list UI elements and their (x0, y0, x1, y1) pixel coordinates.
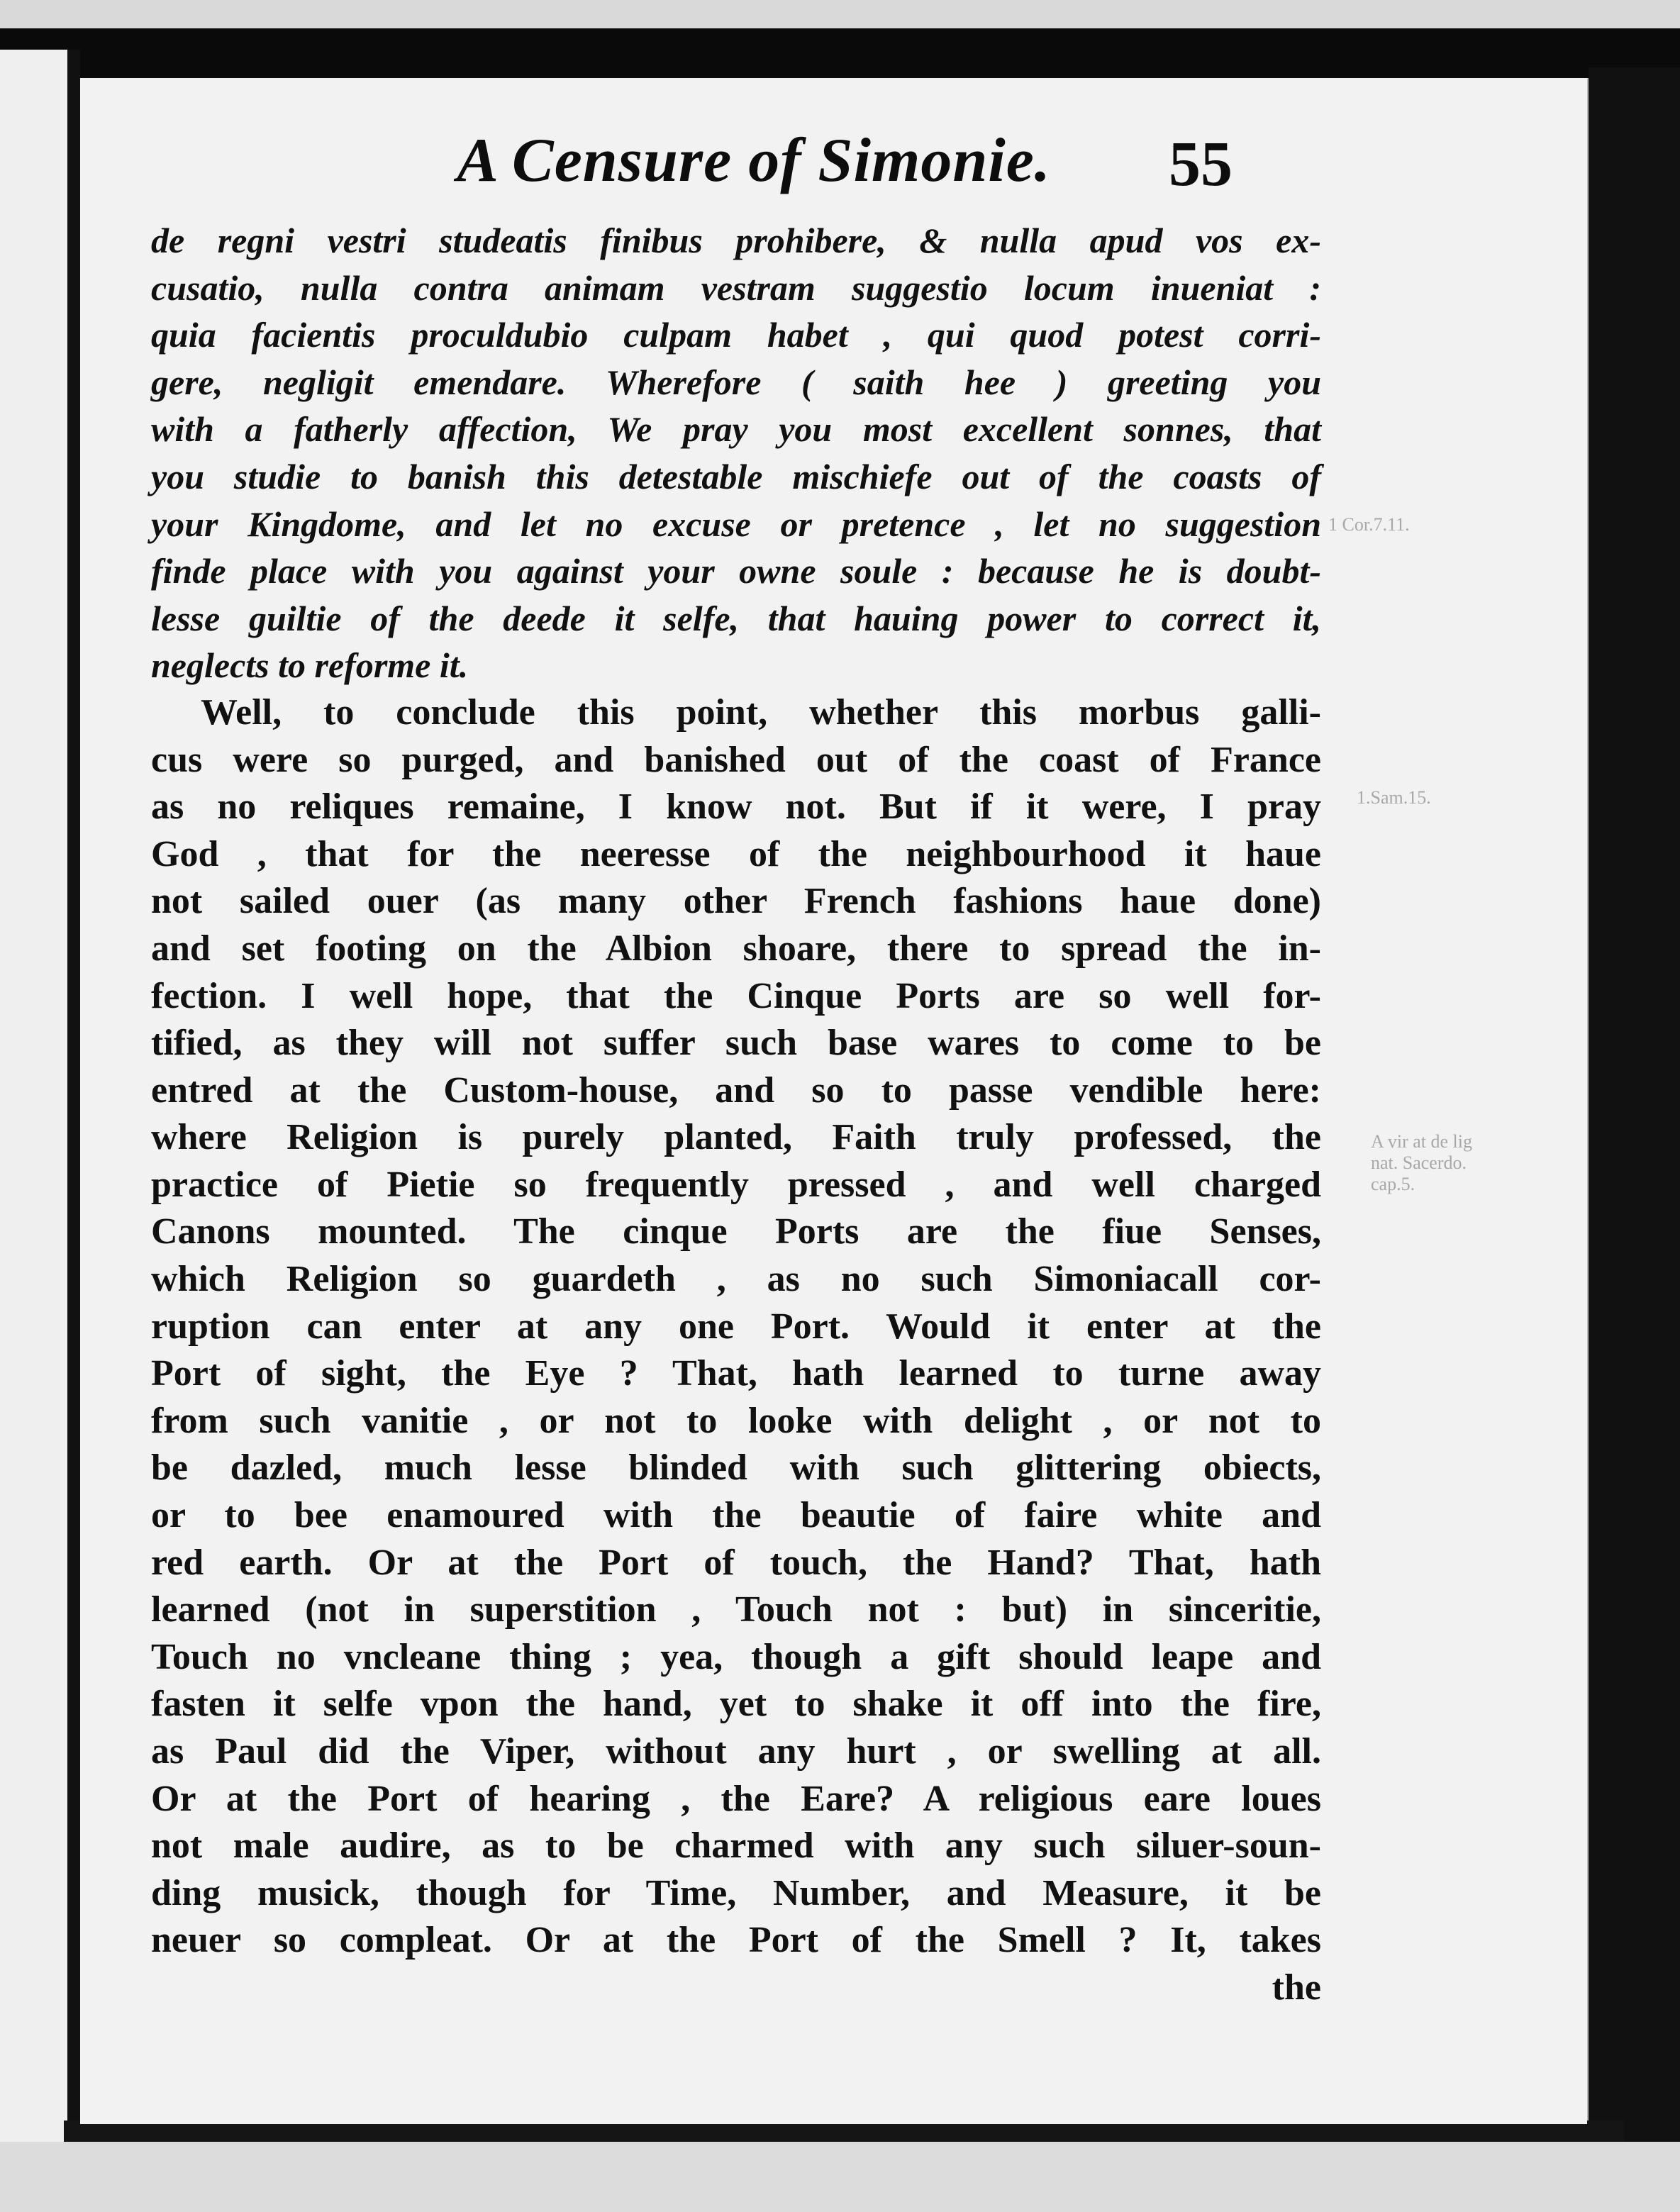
text-line: de regni vestri studeatis finibus prohibere, & nulla apud vos ex- (151, 221, 1321, 260)
text-line: which Religion so guardeth , as no such Simoniacall cor- (151, 1259, 1321, 1300)
text-line: neuer so compleat. Or at the Port of the Smell ? It, takes (151, 1920, 1321, 1961)
text-line: be dazled, much lesse blinded with such glittering obiects, (151, 1447, 1321, 1489)
text-line: from such vanitie , or not to looke with delight , or not to (151, 1400, 1321, 1441)
text-line: Port of sight, the Eye ? That, hath learned to turne away (151, 1353, 1321, 1394)
text-line: ruption can enter at any one Port. Would it enter at the (151, 1306, 1321, 1347)
text-line: God , that for the neeresse of the neighbourhood it haue (151, 833, 1321, 874)
text-line: finde place with you against your owne soule : because he is doubt- (151, 551, 1321, 591)
text-line: with a fatherly affection, We pray you most excellent sonnes, that (151, 409, 1321, 450)
text-line: not male audire, as to be charmed with any such siluer-soun- (151, 1825, 1321, 1867)
text-line: neglects to reforme it. (151, 645, 469, 686)
page-header (80, 104, 1587, 217)
margin-note: A vir at de lig nat. Sacerdo. cap.5. (1371, 1131, 1472, 1194)
text-line: or to bee enamoured with the beautie of faire white and (151, 1495, 1321, 1536)
book-top-edge (0, 28, 1680, 78)
facing-page-edge (0, 50, 80, 2149)
text-line: quia facientis proculdubio culpam habet , qui quod potest corri- (151, 315, 1321, 355)
text-line: and set footing on the Albion shoare, there to spread the in- (151, 928, 1321, 969)
text-line: ding musick, though for Time, Number, and Measure, it be (151, 1872, 1321, 1913)
text-line: learned (not in superstition , Touch not : but) in sinceritie, (151, 1589, 1321, 1630)
text-line: red earth. Or at the Port of touch, the Hand? That, hath (151, 1542, 1321, 1583)
text-line: as Paul did the Viper, without any hurt , or swelling at all. (151, 1731, 1321, 1772)
text-line: you studie to banish this detestable mischiefe out of the coasts of (151, 456, 1321, 496)
margin-note: 1.Sam.15. (1357, 787, 1431, 808)
text-line: Canons mounted. The cinque Ports are the fiue Senses, (151, 1211, 1321, 1252)
text-line: gere, negligit emendare. Wherefore ( saith hee ) greeting you (151, 362, 1321, 402)
scan-bottom-margin (0, 2142, 1680, 2212)
text-line: lesse guiltie of the deede it selfe, that hauing power to correct it, (151, 598, 1321, 638)
text-line: fection. I well hope, that the Cinque Ports are so well for- (151, 975, 1321, 1016)
text-line: your Kingdome, and let no excuse or pretence , let no suggestion (151, 504, 1321, 544)
text-line: tified, as they will not suffer such base wares to come to be (151, 1023, 1321, 1064)
book-page (80, 78, 1587, 2124)
margin-note: 1 Cor.7.11. (1328, 514, 1410, 535)
text-line: Or at the Port of hearing , the Eare? A religious eare loues (151, 1778, 1321, 1819)
book-right-edge (1589, 67, 1680, 2212)
page-number: 55 (1169, 129, 1233, 199)
text-line: cusatio, nulla contra animam vestram suggestio locum inueniat : (151, 267, 1321, 308)
text-line: as no reliques remaine, I know not. But if it were, I pray (151, 787, 1321, 828)
catchword: the (1272, 1967, 1321, 2008)
text-line: not sailed ouer (as many other French fashions haue done) (151, 881, 1321, 922)
text-line: Touch no vncleane thing ; yea, though a gift should leape and (151, 1636, 1321, 1677)
text-line: cus were so purged, and banished out of the coast of France (151, 739, 1321, 780)
text-line: entred at the Custom-house, and so to passe vendible here: (151, 1069, 1321, 1111)
running-title: A Censure of Simonie. (457, 126, 1051, 195)
text-line: where Religion is purely planted, Faith truly professed, the (151, 1117, 1321, 1158)
text-line: Well, to conclude this point, whether this morbus galli- (201, 691, 1321, 733)
text-line: fasten it selfe vpon the hand, yet to shake it off into the fire, (151, 1684, 1321, 1725)
body-text (151, 217, 1321, 2012)
text-line: practice of Pietie so frequently pressed , and well charged (151, 1164, 1321, 1205)
